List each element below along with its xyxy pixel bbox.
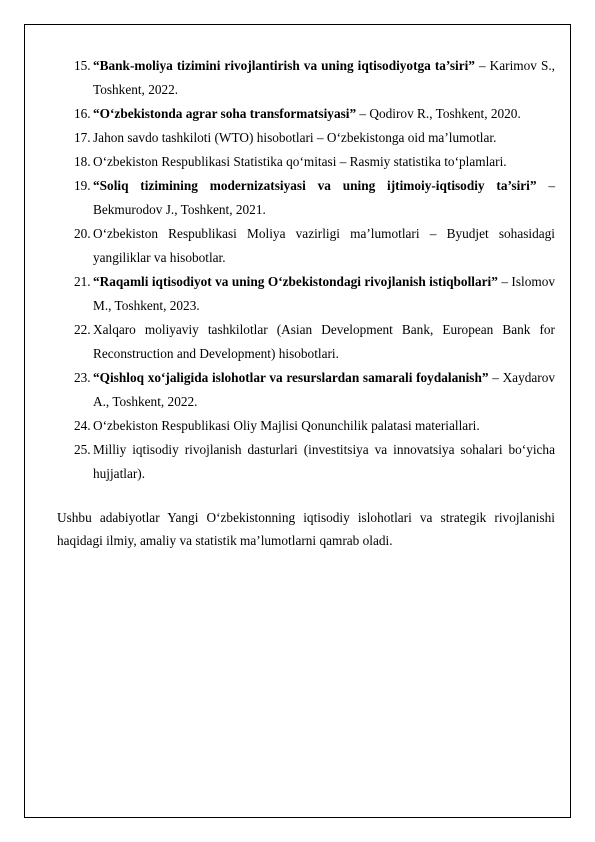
reference-number: 20. <box>74 226 91 241</box>
reference-details: – Karimov S., Toshkent, 2022. <box>93 58 555 97</box>
reference-details: O‘zbekiston Respublikasi Statistika qo‘mitasi – Rasmiy statistika to‘plamlari. <box>93 154 507 169</box>
reference-number: 21. <box>74 274 91 289</box>
summary-paragraph: Ushbu adabiyotlar Yangi O‘zbekistonning iqtisodiy islohotlari va strategik rivojlanishi haqidagi ilmiy, amaliy va statistik ma’lumotlarni qamrab oladi. <box>57 510 555 548</box>
reference-title: “Qishloq xo‘jaligida islohotlar va resurslardan samarali foydalanish” <box>93 370 489 385</box>
reference-title: “Soliq tizimining modernizatsiyasi va uning ijtimoiy-iqtisodiy ta’siri” <box>93 178 537 193</box>
reference-details: – Xaydarov A., Toshkent, 2022. <box>93 370 555 409</box>
reference-details: Milliy iqtisodiy rivojlanish dasturlari (investitsiya va innovatsiya sohalari bo‘yicha hujjatlar). <box>93 442 555 481</box>
reference-item <box>74 414 555 438</box>
reference-details: – Islomov M., Toshkent, 2023. <box>93 274 555 313</box>
reference-details: O‘zbekiston Respublikasi Oliy Majlisi Qonunchilik palatasi materiallari. <box>93 418 480 433</box>
reference-item <box>74 102 555 126</box>
reference-item <box>74 54 555 102</box>
reference-number: 18. <box>74 154 91 169</box>
reference-title: “O‘zbekistonda agrar soha transformatsiyasi” <box>93 106 357 121</box>
reference-item <box>74 126 555 150</box>
reference-number: 16. <box>74 106 91 121</box>
reference-number: 19. <box>74 178 91 193</box>
reference-number: 15. <box>74 58 91 73</box>
reference-details: O‘zbekiston Respublikasi Moliya vazirligi ma’lumotlari – Byudjet sohasidagi yangiliklar va hisobotlar. <box>93 226 555 265</box>
reference-item <box>74 438 555 486</box>
reference-number: 24. <box>74 418 91 433</box>
reference-list <box>74 54 555 486</box>
reference-number: 22. <box>74 322 91 337</box>
reference-item <box>74 318 555 366</box>
reference-details: – Bekmurodov J., Toshkent, 2021. <box>93 178 556 217</box>
reference-item <box>74 222 555 270</box>
reference-number: 25. <box>74 442 91 457</box>
reference-number: 23. <box>74 370 91 385</box>
reference-item <box>74 366 555 414</box>
reference-title: “Bank-moliya tizimini rivojlantirish va uning iqtisodiyotga ta’siri” <box>93 58 475 73</box>
reference-details: – Qodirov R., Toshkent, 2020. <box>356 106 521 121</box>
reference-item <box>74 174 555 222</box>
reference-details: Xalqaro moliyaviy tashkilotlar (Asian Development Bank, European Bank for Reconstruction and Development) hisobotlari. <box>93 322 555 361</box>
reference-title: “Raqamli iqtisodiyot va uning O‘zbekistondagi rivojlanish istiqbollari” <box>93 274 498 289</box>
reference-item <box>74 270 555 318</box>
reference-item <box>74 150 555 174</box>
reference-number: 17. <box>74 130 91 145</box>
reference-details: Jahon savdo tashkiloti (WTO) hisobotlari – O‘zbekistonga oid ma’lumotlar. <box>93 130 497 145</box>
